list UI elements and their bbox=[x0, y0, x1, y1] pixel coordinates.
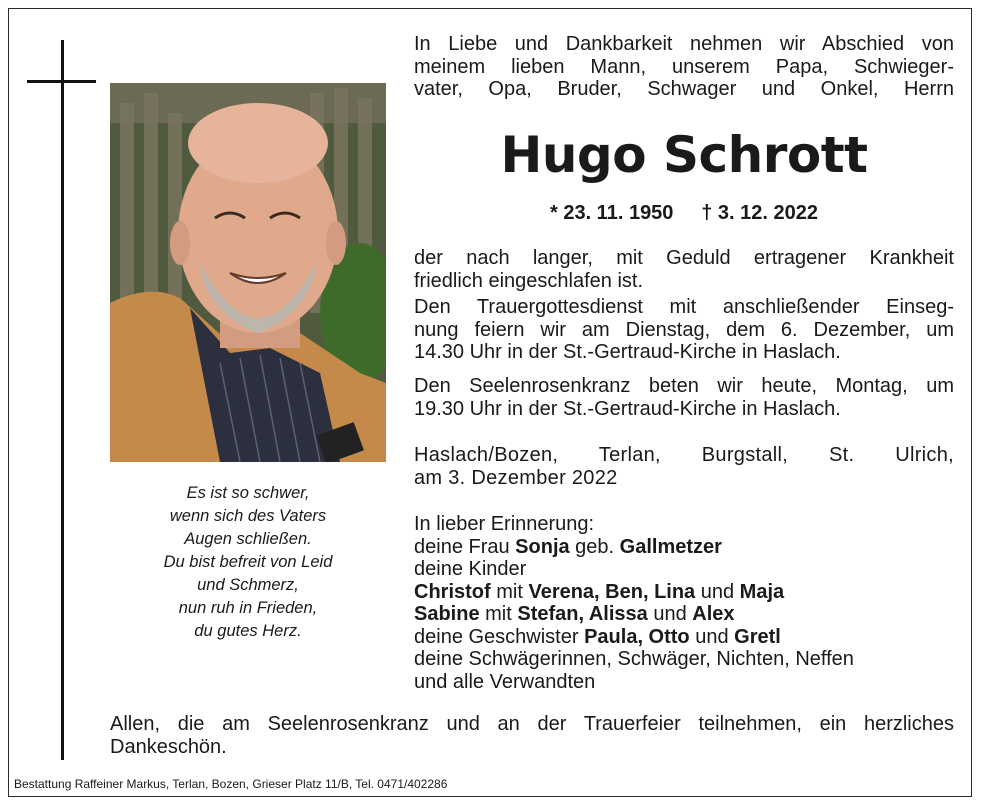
deceased-name: Hugo Schrott bbox=[500, 126, 868, 184]
life-dates bbox=[414, 199, 954, 227]
family-name: Alex bbox=[692, 603, 735, 625]
family-children-label: deine Kinder bbox=[414, 558, 527, 580]
poem-line: du gutes Herz. bbox=[194, 622, 302, 640]
paragraph-line: nung feiern wir am Dienstag, dem 6. Dezember, um bbox=[414, 318, 954, 341]
intro-text bbox=[414, 33, 954, 101]
intro-line: meinem lieben Mann, unserem Papa, Schwieger- bbox=[414, 55, 954, 78]
paragraph-line: 14.30 Uhr in der St.-Gertraud-Kirche in Haslach. bbox=[414, 341, 841, 363]
family-text: geb. bbox=[569, 535, 620, 558]
family-text: und bbox=[647, 603, 693, 625]
thanks-line: Dankeschön. bbox=[110, 736, 227, 758]
paragraph-funeral-mass bbox=[414, 296, 954, 364]
family-inlaws: deine Schwägerinnen, Schwäger, Nichten, Neffen bbox=[414, 648, 854, 670]
portrait-photo bbox=[110, 83, 386, 462]
paragraph-line: friedlich eingeschlafen ist. bbox=[414, 269, 644, 292]
funeral-home-footer: Bestattung Raffeiner Markus, Terlan, Bozen, Grieser Platz 11/B, Tel. 0471/402286 bbox=[14, 777, 448, 791]
thanks-line: Allen, die am Seelenrosenkranz und an der Trauerfeier teilnehmen, ein herzliches bbox=[110, 713, 954, 735]
poem-line: Es ist so schwer, bbox=[186, 484, 310, 502]
paragraph-line: 19.30 Uhr in der St.-Gertraud-Kirche in Haslach. bbox=[414, 397, 841, 420]
poem-line: und Schmerz, bbox=[197, 576, 299, 594]
family-name: Gallmetzer bbox=[619, 535, 722, 558]
place-and-date bbox=[414, 444, 954, 489]
paragraph-illness bbox=[414, 247, 954, 292]
death-date: † 3. 12. 2022 bbox=[701, 202, 819, 224]
family-text: und bbox=[695, 580, 740, 603]
family-text: mit bbox=[490, 580, 529, 603]
family-wife bbox=[414, 536, 954, 559]
poem-line: Du bist befreit von Leid bbox=[163, 553, 333, 571]
family-name: Maja bbox=[739, 580, 785, 603]
poem-line: Augen schließen. bbox=[184, 530, 312, 548]
family-text: deine Frau bbox=[414, 535, 516, 558]
family-name: Sonja bbox=[515, 535, 570, 558]
intro-line: In Liebe und Dankbarkeit nehmen wir Abschied von bbox=[414, 33, 954, 55]
poem bbox=[110, 482, 386, 643]
family-name: Gretl bbox=[734, 625, 781, 648]
family-name: Christof bbox=[414, 580, 491, 603]
family-name: Sabine bbox=[414, 603, 480, 625]
poem-line: wenn sich des Vaters bbox=[169, 507, 327, 525]
family-child-1 bbox=[414, 581, 954, 604]
portrait-illustration bbox=[110, 83, 386, 462]
thanks-text bbox=[110, 713, 954, 759]
date-line: am 3. Dezember 2022 bbox=[414, 466, 618, 489]
family-text: deine Geschwister bbox=[414, 625, 585, 648]
paragraph-line: der nach langer, mit Geduld ertragener Krankheit bbox=[414, 247, 954, 269]
poem-line: nun ruh in Frieden, bbox=[178, 599, 318, 617]
birth-date: * 23. 11. 1950 bbox=[549, 202, 674, 224]
family-text: und bbox=[689, 625, 735, 648]
paragraph-line: Den Trauergottesdienst mit anschließender Einseg- bbox=[414, 296, 954, 318]
family-siblings bbox=[414, 626, 954, 649]
paragraph-line: Den Seelenrosenkranz beten wir heute, Montag, um bbox=[414, 375, 954, 397]
family-text: mit bbox=[479, 603, 518, 625]
cross-vertical-bar bbox=[61, 40, 64, 760]
family-heading: In lieber Erinnerung: bbox=[414, 513, 595, 535]
paragraph-rosary bbox=[414, 375, 954, 420]
intro-line: vater, Opa, Bruder, Schwager und Onkel, Herrn bbox=[414, 78, 954, 100]
family-child-2 bbox=[414, 603, 954, 626]
family-name: Paula, Otto bbox=[584, 625, 690, 648]
family-relatives: und alle Verwandten bbox=[414, 670, 596, 693]
family-name: Stefan, Alissa bbox=[517, 603, 648, 625]
place-line: Haslach/Bozen, Terlan, Burgstall, St. Ulrich, bbox=[414, 444, 954, 466]
family-name: Verena, Ben, Lina bbox=[528, 580, 696, 603]
cross-horizontal-bar bbox=[27, 80, 96, 83]
family-list bbox=[414, 513, 954, 693]
